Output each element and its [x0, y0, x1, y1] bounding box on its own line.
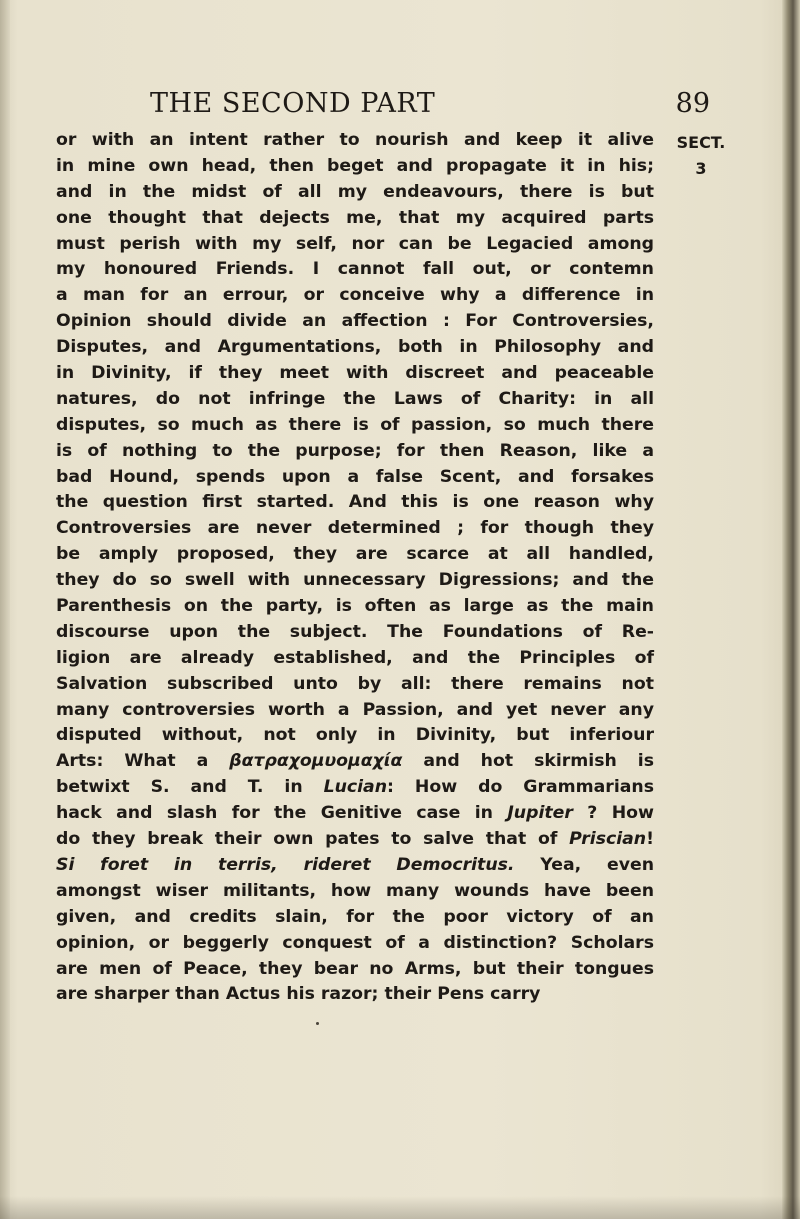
section-number: 3: [695, 159, 707, 178]
text-line: natures, do not infringe the Laws of Charity: in all: [56, 388, 654, 409]
text-line: [56, 827, 654, 853]
text-line: the question first started. And this is one reason why: [56, 492, 654, 513]
text-line: [56, 775, 654, 801]
page-number: 89: [675, 88, 710, 119]
running-head: THE SECOND PART: [150, 88, 436, 119]
text-line: disputed without, not only in Divinity, but inferiour: [56, 725, 654, 746]
text-line: Opinion should divide an affection : For Controversies,: [56, 311, 654, 332]
text-line: many controversies worth a Passion, and yet never any: [56, 699, 654, 720]
text-run: !: [646, 829, 654, 850]
italic-name: Priscian: [569, 829, 647, 850]
text-line: in Divinity, if they meet with discreet and peaceable: [56, 363, 654, 384]
text-line: one thought that dejects me, that my acquired parts: [56, 207, 654, 228]
text-line: Parenthesis on the party, is often as large as the main: [56, 596, 654, 617]
text-line: are men of Peace, they bear no Arms, but their tongues: [56, 958, 654, 979]
text-line: in mine own head, then beget and propagate it in his;: [56, 155, 654, 176]
text-line: my honoured Friends. I cannot fall out, or contemn: [56, 259, 654, 280]
text-line: a man for an errour, or conceive why a difference in: [56, 285, 654, 306]
text-line: Salvation subscribed unto by all: there remains not: [56, 673, 654, 694]
text-line: Disputes, and Argumentations, both in Philosophy and: [56, 337, 654, 358]
text-line: opinion, or beggerly conquest of a distinction? Scholars: [56, 932, 654, 953]
text-line: be amply proposed, they are scarce at all handled,: [56, 544, 654, 565]
text-run: Yea, even: [514, 854, 655, 875]
text-line: are sharper than Actus his razor; their Pens carry: [56, 984, 541, 1005]
italic-name: Lucian: [323, 777, 388, 798]
text-line: amongst wiser militants, how many wounds have been: [56, 880, 654, 901]
section-margin-note: [662, 130, 740, 182]
text-run: and hot skirmish is: [402, 751, 654, 772]
latin-quotation: Si foret in terris, rideret Democritus.: [56, 854, 515, 875]
text-line: they do so swell with unnecessary Digressions; and the: [56, 570, 654, 591]
body-text: [56, 128, 654, 1008]
text-line: discourse upon the subject. The Foundations of Re-: [56, 621, 654, 642]
text-line: [56, 853, 654, 879]
italic-name: Jupiter: [507, 803, 573, 824]
text-line: must perish with my self, nor can be Legacied among: [56, 233, 654, 254]
text-run: do they break their own pates to salve that of: [56, 829, 570, 850]
text-line: is of nothing to the purpose; for then Reason, like a: [56, 440, 654, 461]
ink-speck: [316, 1022, 319, 1025]
text-line: or with an intent rather to nourish and keep it alive: [56, 130, 654, 150]
page-header: [150, 88, 710, 122]
text-line: ligion are already established, and the Principles of: [56, 647, 654, 668]
text-line: [56, 801, 654, 827]
text-line: and in the midst of all my endeavours, there is but: [56, 181, 654, 202]
page-right-edge: [782, 0, 800, 1219]
text-run: ? How: [572, 803, 655, 824]
text-run: betwixt S. and T. in: [56, 777, 324, 798]
greek-word: βατραχομυομαχία: [229, 751, 403, 772]
text-line: bad Hound, spends upon a false Scent, and forsakes: [56, 466, 654, 487]
text-line: disputes, so much as there is of passion, so much there: [56, 414, 654, 435]
section-label: SECT.: [676, 133, 726, 152]
text-line: Controversies are never determined ; for though they: [56, 518, 654, 539]
page-bottom-shadow: [0, 1196, 800, 1219]
text-line: [56, 749, 654, 775]
text-run: : How do Grammarians: [387, 777, 654, 798]
text-run: Arts: What a: [56, 751, 230, 772]
text-run: hack and slash for the Genitive case in: [56, 803, 508, 824]
page-left-edge: [0, 0, 10, 1219]
text-line: given, and credits slain, for the poor victory of an: [56, 906, 654, 927]
